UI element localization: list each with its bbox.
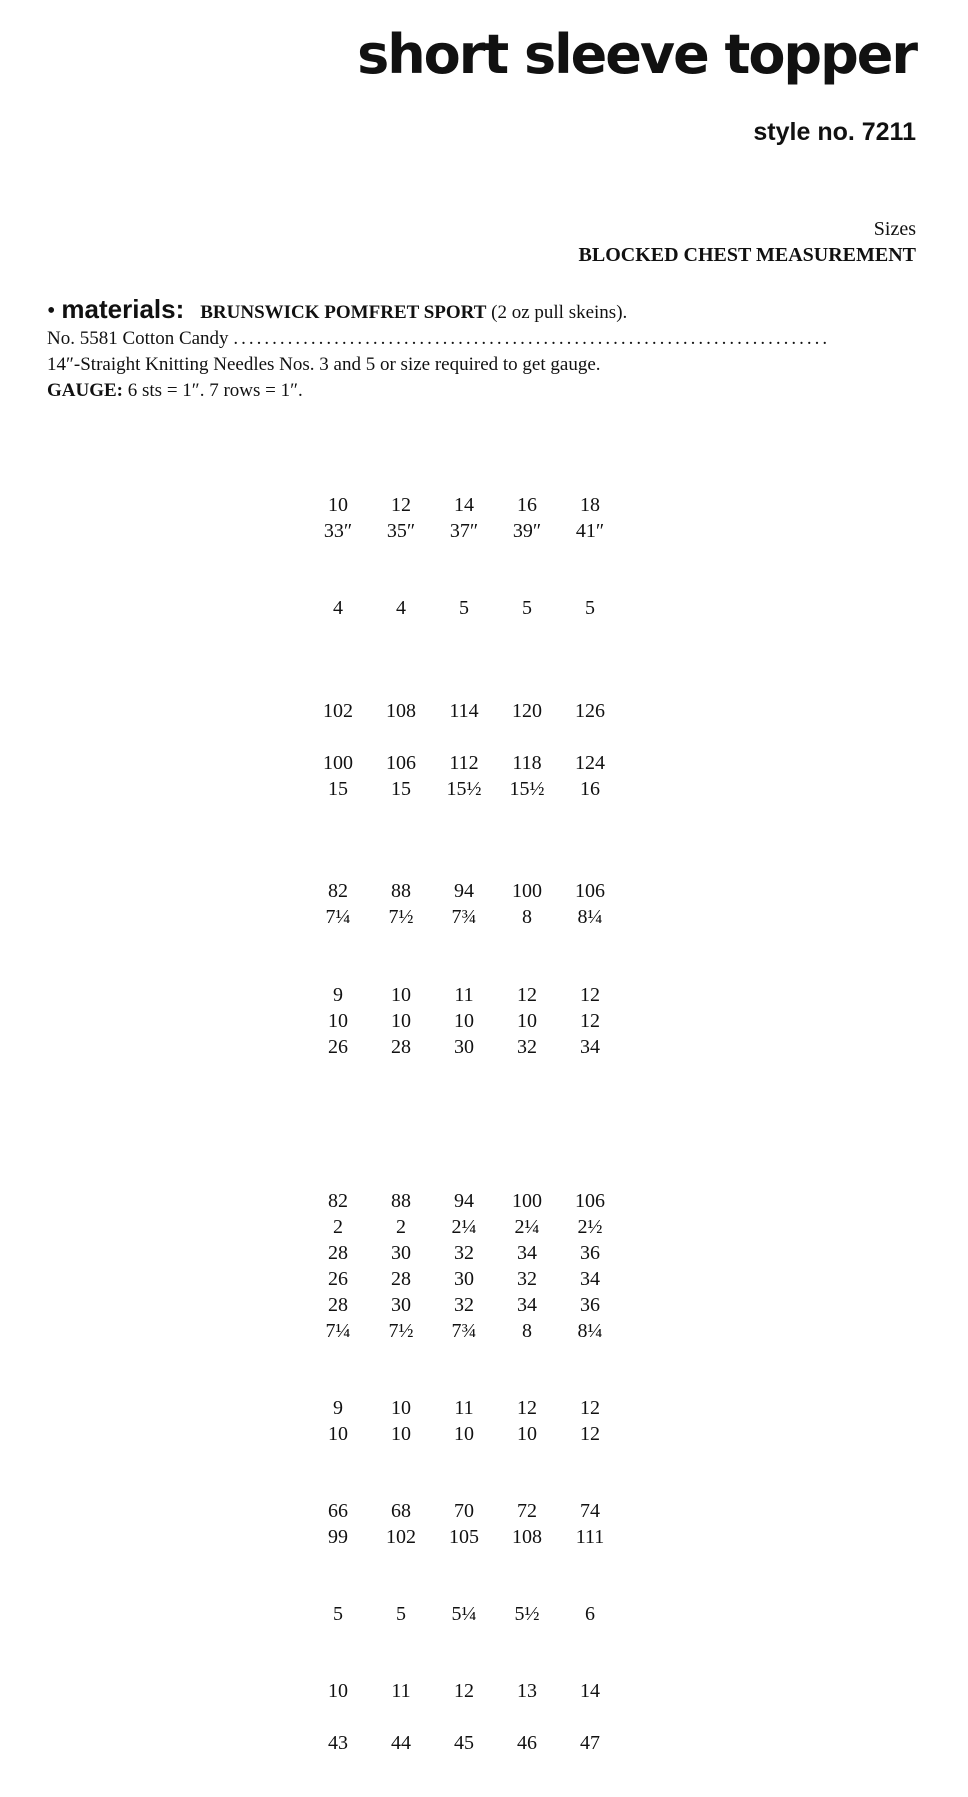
- table-cell: 94: [454, 1190, 474, 1212]
- table-cell: 12: [517, 1397, 537, 1419]
- table-cell: 12: [517, 984, 537, 1006]
- yarn-detail: (2 oz pull skeins).: [491, 302, 628, 323]
- table-cell: 34: [517, 1294, 537, 1316]
- table-cell: 28: [328, 1294, 348, 1316]
- table-cell: 8: [522, 906, 532, 928]
- table-cell: 32: [454, 1294, 474, 1316]
- table-cell: 28: [391, 1036, 411, 1058]
- table-cell: 15: [328, 778, 348, 800]
- table-cell: 12: [454, 1680, 474, 1702]
- table-cell: 32: [517, 1036, 537, 1058]
- table-cell: 88: [391, 880, 411, 902]
- table-cell: 46: [517, 1732, 537, 1754]
- table-cell: 10: [328, 494, 348, 516]
- table-row: [0, 984, 968, 1010]
- table-row: [0, 1603, 968, 1629]
- table-cell: 34: [517, 1242, 537, 1264]
- table-row: [0, 1500, 968, 1526]
- materials-heading-line: [47, 296, 918, 326]
- table-cell: 10: [454, 1010, 474, 1032]
- table-cell: 16: [517, 494, 537, 516]
- table-cell: 106: [575, 1190, 605, 1212]
- table-row: [0, 1190, 968, 1216]
- table-cell: 41″: [575, 520, 605, 542]
- table-cell: 112: [449, 752, 479, 774]
- table-cell: 120: [512, 700, 542, 722]
- table-cell: 4: [396, 597, 406, 619]
- table-cell: 47: [580, 1732, 600, 1754]
- table-cell: 2¼: [451, 1216, 477, 1238]
- table-row: [0, 1423, 968, 1449]
- table-row: [0, 1010, 968, 1036]
- table-cell: 126: [575, 700, 605, 722]
- table-cell: 2¼: [514, 1216, 540, 1238]
- table-cell: 35″: [386, 520, 416, 542]
- table-cell: 102: [386, 1526, 416, 1548]
- table-cell: 124: [575, 752, 605, 774]
- table-cell: 26: [328, 1036, 348, 1058]
- yarn-color: No. 5581 Cotton Candy: [47, 328, 229, 349]
- table-cell: 12: [580, 1010, 600, 1032]
- table-cell: 32: [454, 1242, 474, 1264]
- table-cell: 82: [328, 1190, 348, 1212]
- table-cell: 15½: [446, 778, 482, 800]
- dot-leader: .............................................................................: [233, 328, 831, 349]
- table-cell: 13: [517, 1680, 537, 1702]
- materials-heading: materials:: [61, 296, 185, 324]
- table-cell: 10: [391, 1397, 411, 1419]
- table-cell: 94: [454, 880, 474, 902]
- table-row: [0, 752, 968, 778]
- table-cell: 9: [333, 1397, 343, 1419]
- table-cell: 16: [580, 778, 600, 800]
- table-cell: 66: [328, 1500, 348, 1522]
- gauge-line: [47, 378, 918, 404]
- table-cell: 39″: [512, 520, 542, 542]
- yarn-color-line: [47, 326, 918, 352]
- table-cell: 28: [328, 1242, 348, 1264]
- table-cell: 7¼: [325, 1320, 351, 1342]
- table-cell: 34: [580, 1036, 600, 1058]
- table-cell: 11: [391, 1680, 411, 1702]
- table-cell: 8¼: [577, 1320, 603, 1342]
- table-cell: 33″: [323, 520, 353, 542]
- table-cell: 7¾: [451, 1320, 477, 1342]
- table-cell: 5½: [514, 1603, 540, 1625]
- table-cell: 28: [391, 1268, 411, 1290]
- table-cell: 14: [580, 1680, 600, 1702]
- table-cell: 10: [328, 1010, 348, 1032]
- table-cell: 82: [328, 880, 348, 902]
- table-cell: 30: [454, 1036, 474, 1058]
- table-cell: 5: [522, 597, 532, 619]
- table-row: [0, 906, 968, 932]
- table-cell: 14: [454, 494, 474, 516]
- materials-section: [47, 296, 918, 404]
- table-cell: 11: [454, 1397, 474, 1419]
- table-cell: 5: [585, 597, 595, 619]
- table-cell: 2: [396, 1216, 406, 1238]
- table-cell: 45: [454, 1732, 474, 1754]
- table-cell: 118: [512, 752, 542, 774]
- table-cell: 108: [512, 1526, 542, 1548]
- table-cell: 8: [522, 1320, 532, 1342]
- table-cell: 15½: [509, 778, 545, 800]
- table-cell: 7¼: [325, 906, 351, 928]
- table-cell: 70: [454, 1500, 474, 1522]
- table-cell: 36: [580, 1294, 600, 1316]
- table-cell: 5: [396, 1603, 406, 1625]
- table-cell: 106: [575, 880, 605, 902]
- table-cell: 102: [323, 700, 353, 722]
- table-cell: 10: [454, 1423, 474, 1445]
- table-cell: 100: [512, 880, 542, 902]
- table-cell: 88: [391, 1190, 411, 1212]
- table-row: [0, 520, 968, 546]
- table-cell: 10: [328, 1680, 348, 1702]
- table-cell: 11: [454, 984, 474, 1006]
- table-row: [0, 1320, 968, 1346]
- table-row: [0, 700, 968, 726]
- table-row: [0, 1036, 968, 1062]
- table-cell: 100: [512, 1190, 542, 1212]
- table-cell: 12: [580, 984, 600, 1006]
- table-cell: 30: [391, 1294, 411, 1316]
- sizes-label: Sizes: [873, 218, 916, 240]
- table-cell: 68: [391, 1500, 411, 1522]
- needles-line: 14″-Straight Knitting Needles Nos. 3 and 5 or size required to get gauge.: [47, 354, 601, 375]
- table-row: [0, 1397, 968, 1423]
- table-cell: 100: [323, 752, 353, 774]
- yarn-name: BRUNSWICK POMFRET SPORT: [200, 302, 487, 323]
- table-cell: 2: [333, 1216, 343, 1238]
- table-cell: 10: [517, 1010, 537, 1032]
- chest-measurement-label: BLOCKED CHEST MEASUREMENT: [578, 244, 916, 266]
- table-cell: 10: [391, 1423, 411, 1445]
- table-cell: 12: [580, 1397, 600, 1419]
- table-cell: 32: [517, 1268, 537, 1290]
- table-cell: 108: [386, 700, 416, 722]
- table-cell: 10: [391, 984, 411, 1006]
- table-row: [0, 1268, 968, 1294]
- pattern-title: short sleeve topper: [357, 23, 916, 86]
- style-number: style no. 7211: [753, 118, 916, 146]
- table-row: [0, 1680, 968, 1706]
- table-cell: 30: [391, 1242, 411, 1264]
- table-cell: 5: [333, 1603, 343, 1625]
- table-cell: 30: [454, 1268, 474, 1290]
- table-cell: 7½: [388, 906, 414, 928]
- table-row: [0, 1294, 968, 1320]
- table-cell: 2½: [577, 1216, 603, 1238]
- table-row: [0, 880, 968, 906]
- table-cell: 74: [580, 1500, 600, 1522]
- table-cell: 105: [449, 1526, 479, 1548]
- table-cell: 34: [580, 1268, 600, 1290]
- table-cell: 44: [391, 1732, 411, 1754]
- table-cell: 36: [580, 1242, 600, 1264]
- table-cell: 43: [328, 1732, 348, 1754]
- table-cell: 9: [333, 984, 343, 1006]
- table-row: [0, 1216, 968, 1242]
- table-cell: 6: [585, 1603, 595, 1625]
- table-cell: 5¼: [451, 1603, 477, 1625]
- table-cell: 7¾: [451, 906, 477, 928]
- table-cell: 15: [391, 778, 411, 800]
- table-cell: 72: [517, 1500, 537, 1522]
- bullet-icon: •: [47, 298, 56, 324]
- table-cell: 18: [580, 494, 600, 516]
- table-cell: 4: [333, 597, 343, 619]
- table-cell: 10: [517, 1423, 537, 1445]
- table-cell: 114: [449, 700, 479, 722]
- table-cell: 106: [386, 752, 416, 774]
- table-cell: 12: [580, 1423, 600, 1445]
- table-cell: 12: [391, 494, 411, 516]
- table-cell: 8¼: [577, 906, 603, 928]
- table-row: [0, 494, 968, 520]
- table-row: [0, 1526, 968, 1552]
- table-cell: 10: [328, 1423, 348, 1445]
- gauge-label: GAUGE:: [47, 380, 123, 401]
- table-row: [0, 778, 968, 804]
- table-row: [0, 1732, 968, 1758]
- gauge-value: 6 sts = 1″. 7 rows = 1″.: [127, 380, 303, 401]
- table-row: [0, 1242, 968, 1268]
- table-cell: 26: [328, 1268, 348, 1290]
- table-row: [0, 597, 968, 623]
- table-cell: 37″: [449, 520, 479, 542]
- table-cell: 111: [575, 1526, 605, 1548]
- table-cell: 5: [459, 597, 469, 619]
- table-cell: 7½: [388, 1320, 414, 1342]
- table-cell: 10: [391, 1010, 411, 1032]
- table-cell: 99: [328, 1526, 348, 1548]
